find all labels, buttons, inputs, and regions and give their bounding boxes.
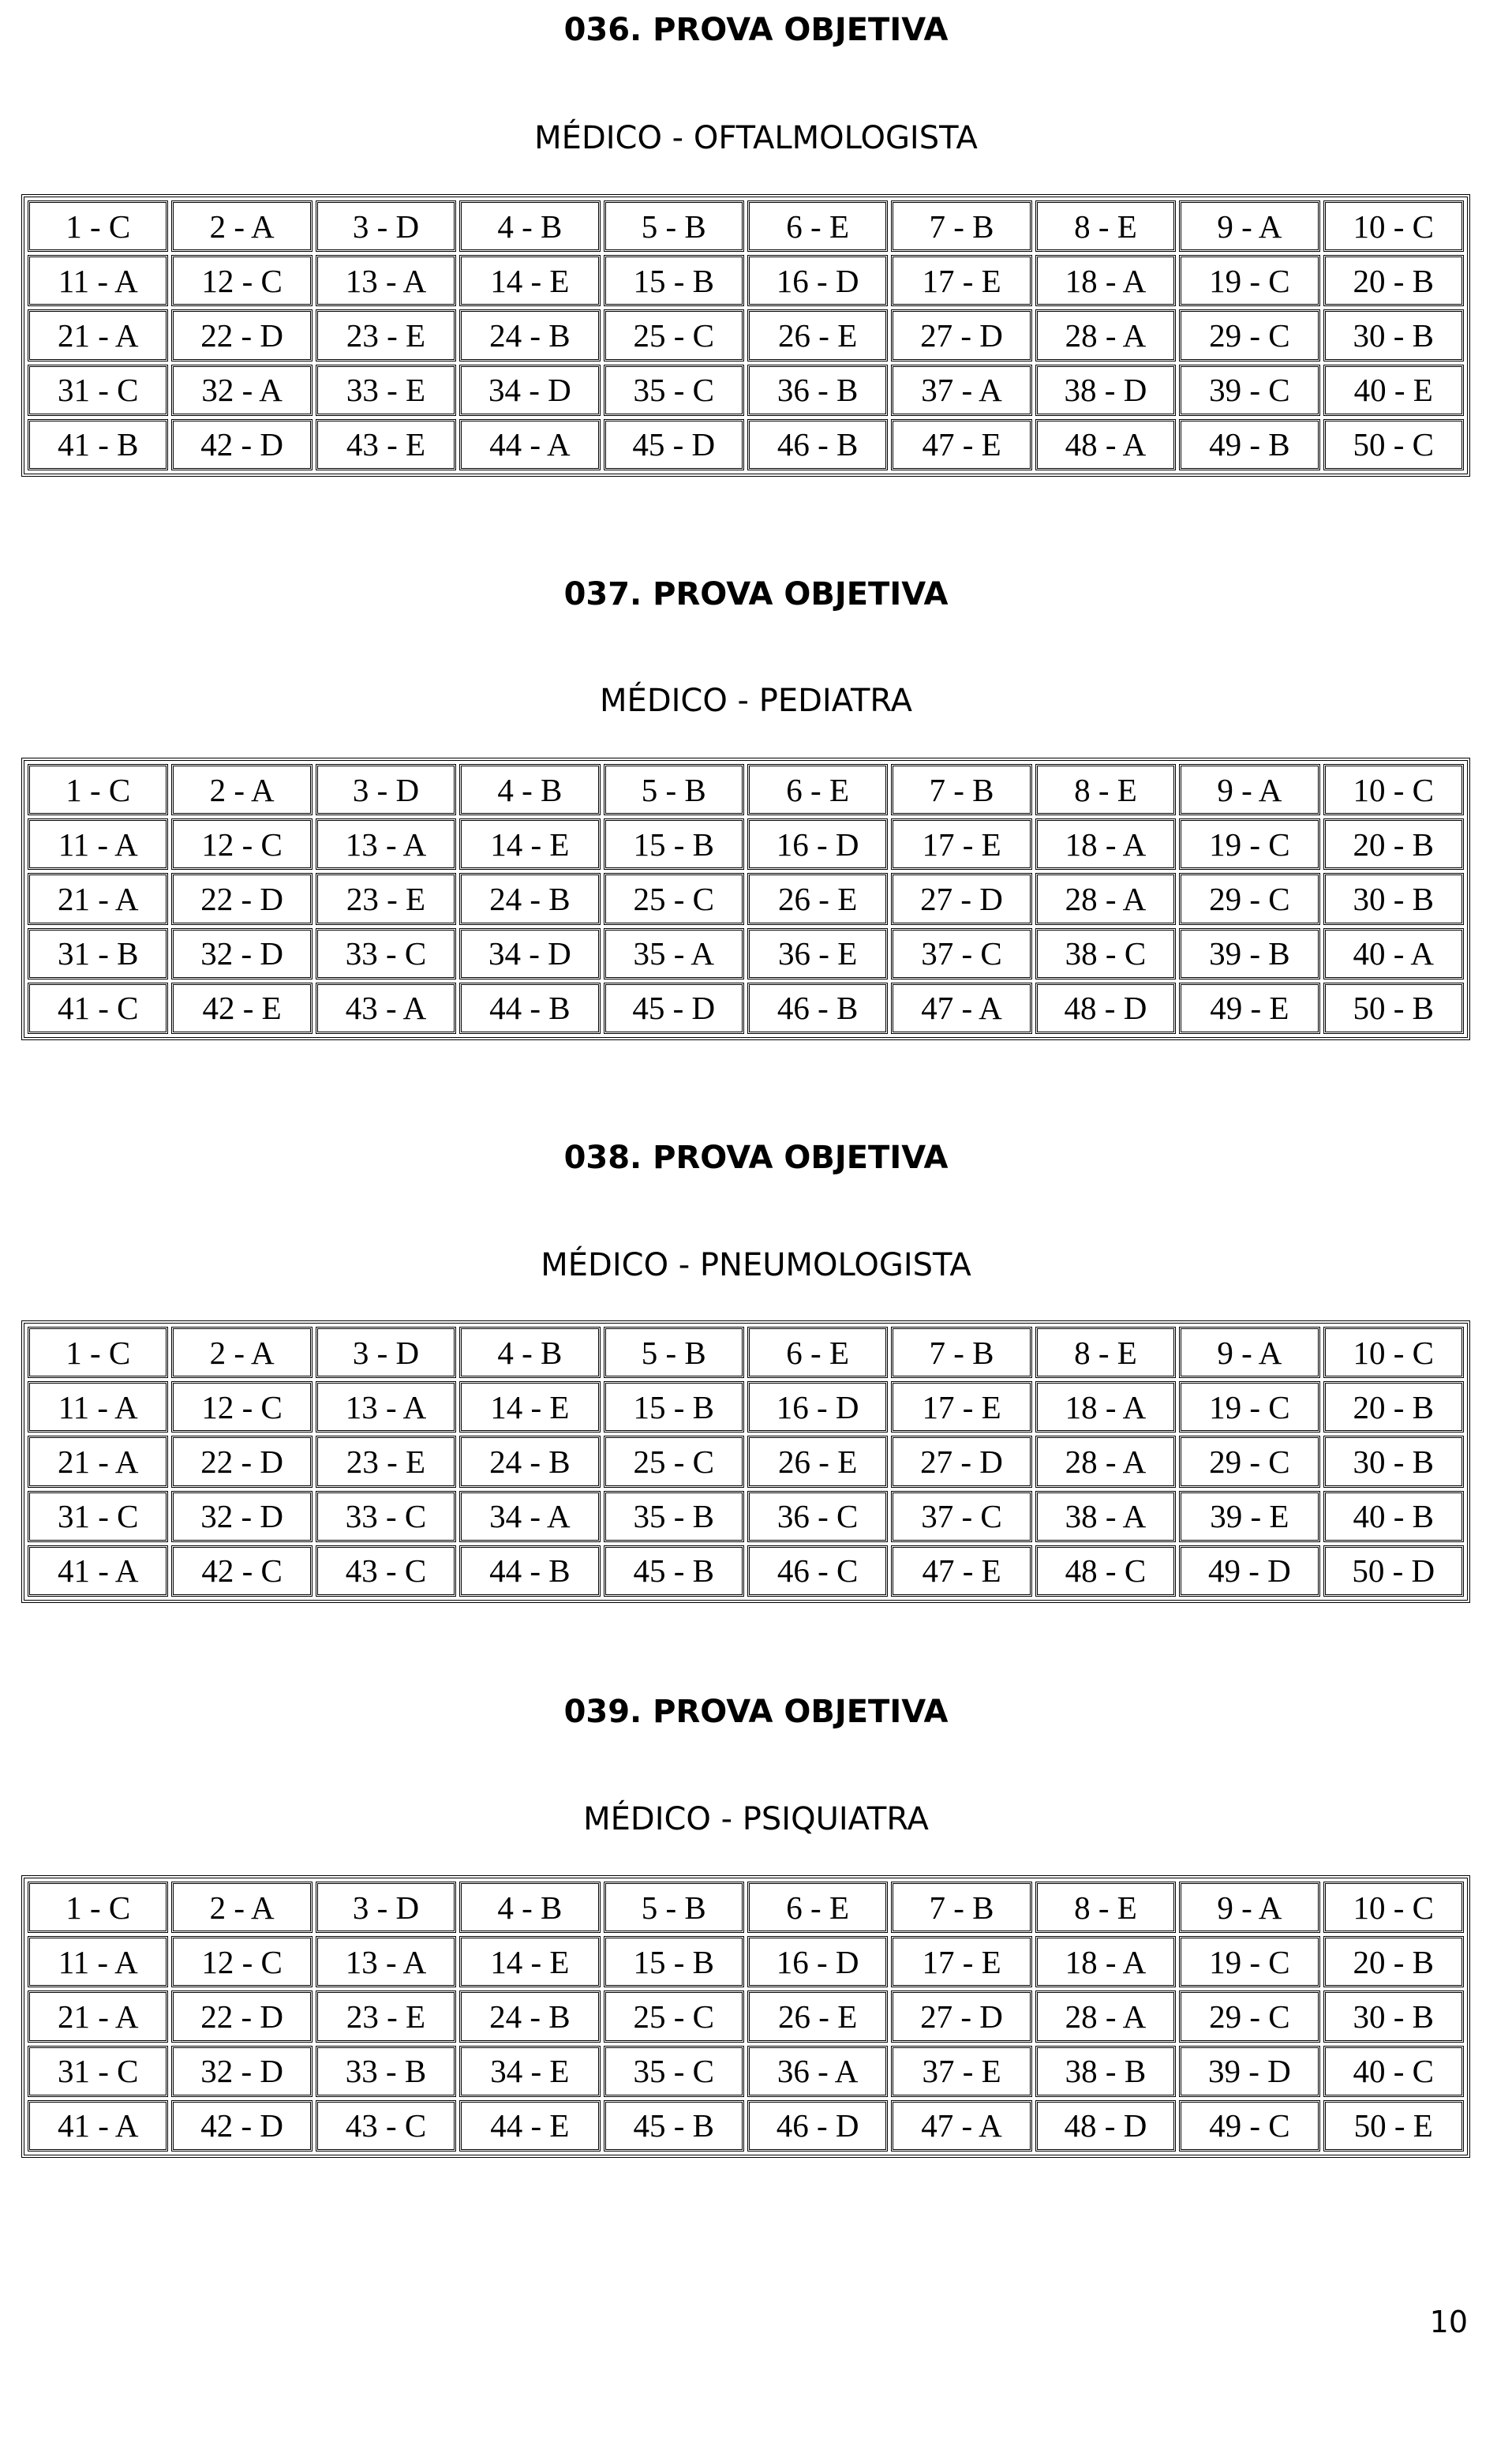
answer-cell: 34 - A	[459, 1491, 600, 1542]
answer-cell: 50 - C	[1323, 419, 1464, 470]
answer-cell: 29 - C	[1179, 309, 1319, 361]
answer-cell: 34 - D	[459, 365, 600, 416]
answer-cell: 34 - E	[459, 2046, 600, 2097]
answer-cell: 28 - A	[1035, 309, 1176, 361]
section-subtitle: MÉDICO - PSIQUIATRA	[583, 1801, 929, 1837]
answer-cell: 36 - E	[747, 928, 888, 979]
answer-cell: 27 - D	[891, 873, 1031, 924]
table-row	[28, 928, 1464, 979]
answer-cell: 33 - C	[316, 928, 456, 979]
answer-cell: 24 - B	[459, 309, 600, 361]
answer-cell: 23 - E	[316, 1990, 456, 2042]
answer-cell: 25 - C	[604, 1436, 744, 1487]
answer-cell: 19 - C	[1179, 1381, 1319, 1432]
answer-cell: 11 - A	[28, 818, 168, 870]
answer-cell: 36 - B	[747, 365, 888, 416]
section-title: 036. PROVA OBJETIVA	[563, 12, 949, 48]
answer-cell: 36 - C	[747, 1491, 888, 1542]
answer-cell: 26 - E	[747, 309, 888, 361]
answer-cell: 2 - A	[171, 200, 312, 252]
answer-cell: 4 - B	[459, 200, 600, 252]
answer-cell: 5 - B	[604, 1327, 744, 1378]
table-row	[28, 983, 1464, 1034]
answer-cell: 20 - B	[1323, 255, 1464, 306]
answer-cell: 15 - B	[604, 1936, 744, 1987]
answer-cell: 14 - E	[459, 1381, 600, 1432]
answer-cell: 32 - A	[171, 365, 312, 416]
answer-cell: 8 - E	[1035, 1882, 1176, 1933]
answer-cell: 9 - A	[1179, 1327, 1319, 1378]
answer-cell: 45 - B	[604, 1545, 744, 1597]
answer-cell: 14 - E	[459, 255, 600, 306]
answer-table	[21, 1320, 1470, 1603]
table-row	[28, 365, 1464, 416]
answer-cell: 38 - A	[1035, 1491, 1176, 1542]
answer-cell: 47 - E	[891, 419, 1031, 470]
answer-cell: 4 - B	[459, 1327, 600, 1378]
answer-cell: 1 - C	[28, 1882, 168, 1933]
answer-cell: 48 - C	[1035, 1545, 1176, 1597]
answer-cell: 32 - D	[171, 928, 312, 979]
answer-cell: 27 - D	[891, 1990, 1031, 2042]
section-subtitle: MÉDICO - PEDIATRA	[600, 683, 912, 719]
answer-cell: 10 - C	[1323, 200, 1464, 252]
answer-cell: 21 - A	[28, 1436, 168, 1487]
answer-cell: 17 - E	[891, 1936, 1031, 1987]
section-subtitle: MÉDICO - OFTALMOLOGISTA	[534, 120, 978, 156]
answer-cell: 47 - A	[891, 2100, 1031, 2152]
answer-cell: 43 - C	[316, 1545, 456, 1597]
answer-cell: 1 - C	[28, 764, 168, 815]
answer-cell: 50 - E	[1323, 2100, 1464, 2152]
answer-cell: 44 - E	[459, 2100, 600, 2152]
table-row	[28, 419, 1464, 470]
answer-cell: 18 - A	[1035, 255, 1176, 306]
answer-cell: 25 - C	[604, 1990, 744, 2042]
answer-cell: 49 - C	[1179, 2100, 1319, 2152]
answer-cell: 41 - A	[28, 1545, 168, 1597]
answer-cell: 14 - E	[459, 1936, 600, 1987]
answer-cell: 12 - C	[171, 1381, 312, 1432]
answer-cell: 9 - A	[1179, 764, 1319, 815]
answer-cell: 22 - D	[171, 873, 312, 924]
table-row	[28, 1990, 1464, 2042]
answer-cell: 37 - C	[891, 1491, 1031, 1542]
answer-cell: 43 - C	[316, 2100, 456, 2152]
answer-cell: 26 - E	[747, 1436, 888, 1487]
answer-cell: 28 - A	[1035, 1990, 1176, 2042]
answer-cell: 44 - B	[459, 983, 600, 1034]
answer-cell: 19 - C	[1179, 818, 1319, 870]
answer-cell: 8 - E	[1035, 200, 1176, 252]
answer-cell: 16 - D	[747, 818, 888, 870]
answer-cell: 50 - D	[1323, 1545, 1464, 1597]
answer-cell: 35 - B	[604, 1491, 744, 1542]
answer-table	[21, 194, 1470, 477]
answer-cell: 25 - C	[604, 309, 744, 361]
section-title: 039. PROVA OBJETIVA	[563, 1694, 949, 1730]
answer-cell: 3 - D	[316, 1882, 456, 1933]
answer-cell: 45 - B	[604, 2100, 744, 2152]
answer-cell: 2 - A	[171, 764, 312, 815]
answer-cell: 40 - E	[1323, 365, 1464, 416]
answer-cell: 29 - C	[1179, 1436, 1319, 1487]
answer-cell: 38 - C	[1035, 928, 1176, 979]
section-title: 038. PROVA OBJETIVA	[563, 1140, 949, 1176]
answer-cell: 27 - D	[891, 1436, 1031, 1487]
answer-cell: 47 - E	[891, 1545, 1031, 1597]
answer-cell: 15 - B	[604, 255, 744, 306]
answer-cell: 9 - A	[1179, 1882, 1319, 1933]
answer-cell: 28 - A	[1035, 873, 1176, 924]
answer-cell: 17 - E	[891, 818, 1031, 870]
answer-cell: 46 - D	[747, 2100, 888, 2152]
answer-cell: 33 - C	[316, 1491, 456, 1542]
answer-cell: 38 - D	[1035, 365, 1176, 416]
answer-cell: 7 - B	[891, 1882, 1031, 1933]
answer-cell: 35 - C	[604, 2046, 744, 2097]
answer-cell: 22 - D	[171, 1436, 312, 1487]
answer-cell: 2 - A	[171, 1882, 312, 1933]
answer-cell: 45 - D	[604, 419, 744, 470]
answer-cell: 19 - C	[1179, 255, 1319, 306]
answer-table	[21, 758, 1470, 1040]
answer-cell: 16 - D	[747, 1381, 888, 1432]
answer-cell: 20 - B	[1323, 818, 1464, 870]
answer-cell: 30 - B	[1323, 873, 1464, 924]
table-row	[28, 1882, 1464, 1933]
table-row	[28, 1545, 1464, 1597]
answer-cell: 17 - E	[891, 1381, 1031, 1432]
answer-cell: 46 - B	[747, 419, 888, 470]
answer-cell: 39 - B	[1179, 928, 1319, 979]
answer-cell: 21 - A	[28, 873, 168, 924]
answer-cell: 15 - B	[604, 818, 744, 870]
answer-cell: 46 - B	[747, 983, 888, 1034]
answer-cell: 31 - C	[28, 2046, 168, 2097]
answer-cell: 31 - C	[28, 1491, 168, 1542]
answer-cell: 23 - E	[316, 309, 456, 361]
section-title: 037. PROVA OBJETIVA	[563, 576, 949, 612]
answer-cell: 50 - B	[1323, 983, 1464, 1034]
answer-cell: 1 - C	[28, 200, 168, 252]
answer-cell: 2 - A	[171, 1327, 312, 1378]
answer-cell: 12 - C	[171, 818, 312, 870]
answer-cell: 30 - B	[1323, 1436, 1464, 1487]
answer-cell: 27 - D	[891, 309, 1031, 361]
answer-cell: 17 - E	[891, 255, 1031, 306]
answer-cell: 48 - D	[1035, 983, 1176, 1034]
answer-cell: 13 - A	[316, 255, 456, 306]
answer-cell: 8 - E	[1035, 764, 1176, 815]
answer-cell: 20 - B	[1323, 1936, 1464, 1987]
answer-cell: 39 - D	[1179, 2046, 1319, 2097]
answer-cell: 5 - B	[604, 200, 744, 252]
answer-cell: 7 - B	[891, 764, 1031, 815]
answer-cell: 40 - C	[1323, 2046, 1464, 2097]
answer-cell: 42 - D	[171, 2100, 312, 2152]
answer-cell: 7 - B	[891, 200, 1031, 252]
answer-cell: 42 - C	[171, 1545, 312, 1597]
answer-cell: 4 - B	[459, 764, 600, 815]
page-number: 10	[1429, 2305, 1468, 2339]
answer-cell: 6 - E	[747, 1882, 888, 1933]
answer-cell: 49 - E	[1179, 983, 1319, 1034]
answer-cell: 39 - E	[1179, 1491, 1319, 1542]
answer-cell: 10 - C	[1323, 1882, 1464, 1933]
answer-cell: 24 - B	[459, 1990, 600, 2042]
answer-cell: 24 - B	[459, 1436, 600, 1487]
answer-cell: 32 - D	[171, 2046, 312, 2097]
answer-cell: 47 - A	[891, 983, 1031, 1034]
answer-cell: 34 - D	[459, 928, 600, 979]
answer-cell: 12 - C	[171, 1936, 312, 1987]
answer-cell: 11 - A	[28, 255, 168, 306]
answer-cell: 22 - D	[171, 309, 312, 361]
answer-cell: 36 - A	[747, 2046, 888, 2097]
answer-cell: 45 - D	[604, 983, 744, 1034]
table-row	[28, 873, 1464, 924]
answer-cell: 10 - C	[1323, 764, 1464, 815]
answer-cell: 13 - A	[316, 1381, 456, 1432]
table-row	[28, 1327, 1464, 1378]
answer-cell: 4 - B	[459, 1882, 600, 1933]
answer-cell: 6 - E	[747, 764, 888, 815]
answer-cell: 8 - E	[1035, 1327, 1176, 1378]
answer-cell: 18 - A	[1035, 1381, 1176, 1432]
answer-cell: 23 - E	[316, 1436, 456, 1487]
answer-cell: 13 - A	[316, 1936, 456, 1987]
answer-cell: 41 - B	[28, 419, 168, 470]
answer-cell: 5 - B	[604, 764, 744, 815]
table-row	[28, 1936, 1464, 1987]
answer-cell: 12 - C	[171, 255, 312, 306]
table-row	[28, 818, 1464, 870]
table-row	[28, 200, 1464, 252]
answer-cell: 9 - A	[1179, 200, 1319, 252]
answer-cell: 29 - C	[1179, 1990, 1319, 2042]
table-row	[28, 1381, 1464, 1432]
answer-cell: 43 - A	[316, 983, 456, 1034]
answer-cell: 42 - E	[171, 983, 312, 1034]
answer-cell: 35 - C	[604, 365, 744, 416]
answer-cell: 1 - C	[28, 1327, 168, 1378]
answer-cell: 44 - A	[459, 419, 600, 470]
answer-cell: 3 - D	[316, 1327, 456, 1378]
answer-cell: 40 - B	[1323, 1491, 1464, 1542]
answer-cell: 20 - B	[1323, 1381, 1464, 1432]
answer-cell: 6 - E	[747, 1327, 888, 1378]
answer-cell: 30 - B	[1323, 1990, 1464, 2042]
answer-cell: 46 - C	[747, 1545, 888, 1597]
answer-cell: 29 - C	[1179, 873, 1319, 924]
answer-cell: 19 - C	[1179, 1936, 1319, 1987]
answer-cell: 7 - B	[891, 1327, 1031, 1378]
answer-cell: 37 - C	[891, 928, 1031, 979]
answer-cell: 21 - A	[28, 1990, 168, 2042]
answer-cell: 24 - B	[459, 873, 600, 924]
answer-cell: 49 - D	[1179, 1545, 1319, 1597]
answer-cell: 33 - E	[316, 365, 456, 416]
answer-cell: 10 - C	[1323, 1327, 1464, 1378]
answer-cell: 41 - C	[28, 983, 168, 1034]
answer-cell: 26 - E	[747, 873, 888, 924]
answer-cell: 33 - B	[316, 2046, 456, 2097]
answer-cell: 48 - A	[1035, 419, 1176, 470]
answer-cell: 44 - B	[459, 1545, 600, 1597]
answer-cell: 28 - A	[1035, 1436, 1176, 1487]
answer-cell: 30 - B	[1323, 309, 1464, 361]
answer-cell: 15 - B	[604, 1381, 744, 1432]
table-row	[28, 2100, 1464, 2152]
answer-cell: 5 - B	[604, 1882, 744, 1933]
table-row	[28, 309, 1464, 361]
answer-cell: 42 - D	[171, 419, 312, 470]
answer-cell: 26 - E	[747, 1990, 888, 2042]
answer-cell: 6 - E	[747, 200, 888, 252]
answer-cell: 40 - A	[1323, 928, 1464, 979]
answer-cell: 37 - E	[891, 2046, 1031, 2097]
answer-cell: 39 - C	[1179, 365, 1319, 416]
table-row	[28, 1491, 1464, 1542]
answer-cell: 38 - B	[1035, 2046, 1176, 2097]
table-row	[28, 764, 1464, 815]
answer-cell: 16 - D	[747, 1936, 888, 1987]
answer-cell: 48 - D	[1035, 2100, 1176, 2152]
answer-cell: 43 - E	[316, 419, 456, 470]
answer-cell: 31 - C	[28, 365, 168, 416]
table-row	[28, 1436, 1464, 1487]
answer-cell: 31 - B	[28, 928, 168, 979]
answer-cell: 3 - D	[316, 764, 456, 815]
answer-cell: 18 - A	[1035, 818, 1176, 870]
table-row	[28, 255, 1464, 306]
section-subtitle: MÉDICO - PNEUMOLOGISTA	[541, 1247, 971, 1283]
answer-cell: 41 - A	[28, 2100, 168, 2152]
answer-cell: 37 - A	[891, 365, 1031, 416]
answer-cell: 49 - B	[1179, 419, 1319, 470]
answer-cell: 13 - A	[316, 818, 456, 870]
answer-cell: 11 - A	[28, 1381, 168, 1432]
answer-cell: 3 - D	[316, 200, 456, 252]
answer-cell: 16 - D	[747, 255, 888, 306]
answer-cell: 23 - E	[316, 873, 456, 924]
table-row	[28, 2046, 1464, 2097]
answer-cell: 22 - D	[171, 1990, 312, 2042]
answer-table	[21, 1875, 1470, 2158]
answer-cell: 11 - A	[28, 1936, 168, 1987]
answer-cell: 35 - A	[604, 928, 744, 979]
answer-cell: 32 - D	[171, 1491, 312, 1542]
answer-cell: 21 - A	[28, 309, 168, 361]
answer-cell: 14 - E	[459, 818, 600, 870]
answer-cell: 25 - C	[604, 873, 744, 924]
answer-cell: 18 - A	[1035, 1936, 1176, 1987]
